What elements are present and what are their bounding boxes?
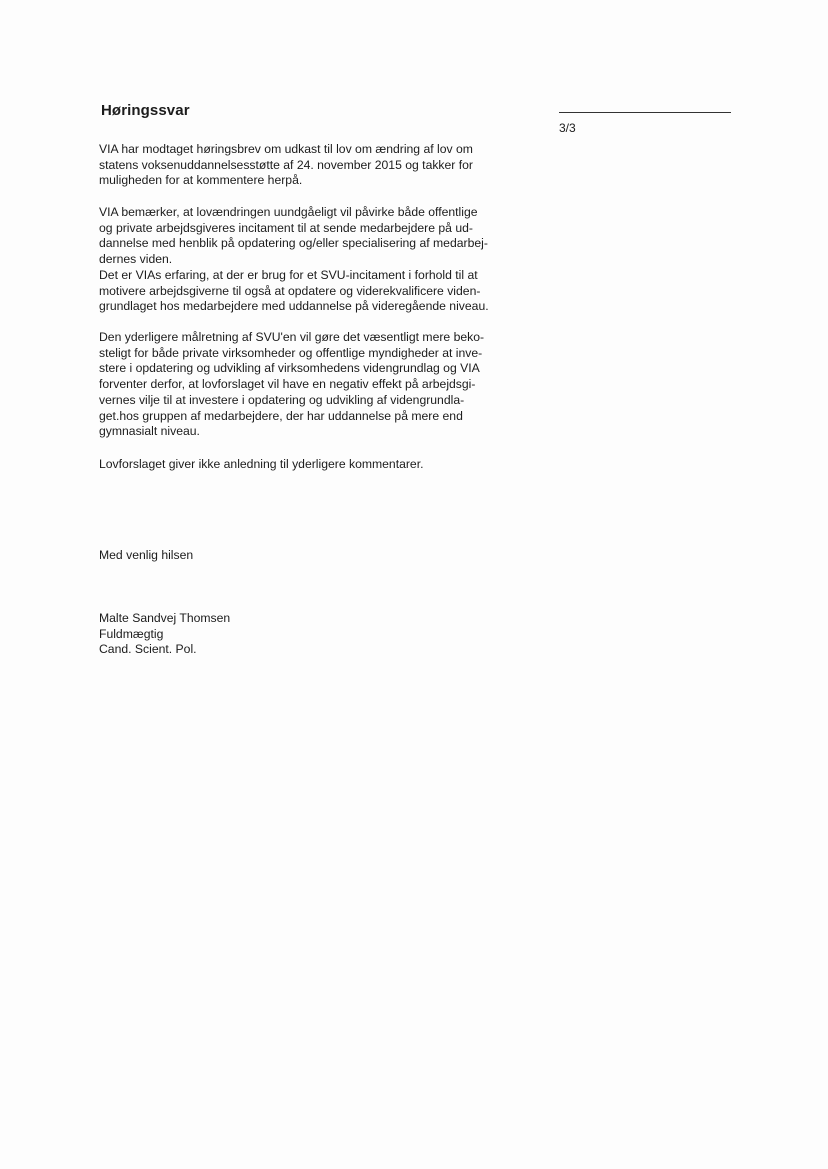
paragraph-line: dannelse med henblik på opdatering og/eller specialisering af medarbej- bbox=[99, 236, 488, 251]
paragraph-line: Det er VIAs erfaring, at der er brug for et SVU-incitament i forhold til at bbox=[99, 267, 478, 282]
paragraph-line: steligt for både private virksomheder og offentlige myndigheder at inve- bbox=[99, 345, 483, 360]
paragraph-targeting bbox=[99, 330, 539, 440]
page-number: 3/3 bbox=[559, 121, 576, 135]
paragraph-line: muligheden for at kommentere herpå. bbox=[99, 173, 303, 188]
header-rule bbox=[559, 112, 731, 113]
paragraph-line: stere i opdatering og udvikling af virksomhedens videngrundlag og VIA bbox=[99, 361, 480, 376]
signature-name: Malte Sandvej Thomsen bbox=[99, 611, 231, 625]
paragraph-line: statens voksenuddannelsesstøtte af 24. november 2015 og takker for bbox=[99, 157, 473, 172]
paragraph-line: VIA bemærker, at lovændringen uundgåeligt vil påvirke både offentlige bbox=[99, 205, 478, 219]
paragraph-line: Den yderligere målretning af SVU'en vil gøre det væsentligt mere beko- bbox=[99, 330, 485, 344]
paragraph-line: Lovforslaget giver ikke anledning til yderligere kommentarer. bbox=[99, 457, 424, 471]
paragraph-line: motivere arbejdsgiverne til også at opdatere og viderekvalificere viden- bbox=[99, 283, 481, 298]
page-title: Høringssvar bbox=[101, 102, 190, 119]
closing-text: Med venlig hilsen bbox=[99, 548, 194, 562]
closing-salutation bbox=[99, 548, 539, 564]
paragraph-line: gymnasialt niveau. bbox=[99, 424, 200, 439]
paragraph-line: vernes vilje til at investere i opdatering og udvikling af videngrundla- bbox=[99, 392, 465, 407]
paragraph-line: grundlaget hos medarbejdere med uddannelse på videregående niveau. bbox=[99, 299, 489, 314]
signature-block bbox=[99, 611, 539, 658]
paragraph-line: VIA har modtaget høringsbrev om udkast til lov om ændring af lov om bbox=[99, 142, 473, 156]
signature-title: Fuldmægtig bbox=[99, 626, 164, 641]
paragraph-intro bbox=[99, 142, 539, 189]
paragraph-line: og private arbejdsgiveres incitament til at sende medarbejdere på ud- bbox=[99, 220, 473, 235]
paragraph-line: forventer derfor, at lovforslaget vil have en negativ effekt på arbejdsgi- bbox=[99, 377, 476, 392]
paragraph-remarks bbox=[99, 205, 539, 315]
signature-degree: Cand. Scient. Pol. bbox=[99, 642, 197, 657]
paragraph-conclusion bbox=[99, 457, 539, 473]
paragraph-line: dernes viden. bbox=[99, 252, 173, 267]
paragraph-line: get.hos gruppen af medarbejdere, der har uddannelse på mere end bbox=[99, 408, 463, 423]
